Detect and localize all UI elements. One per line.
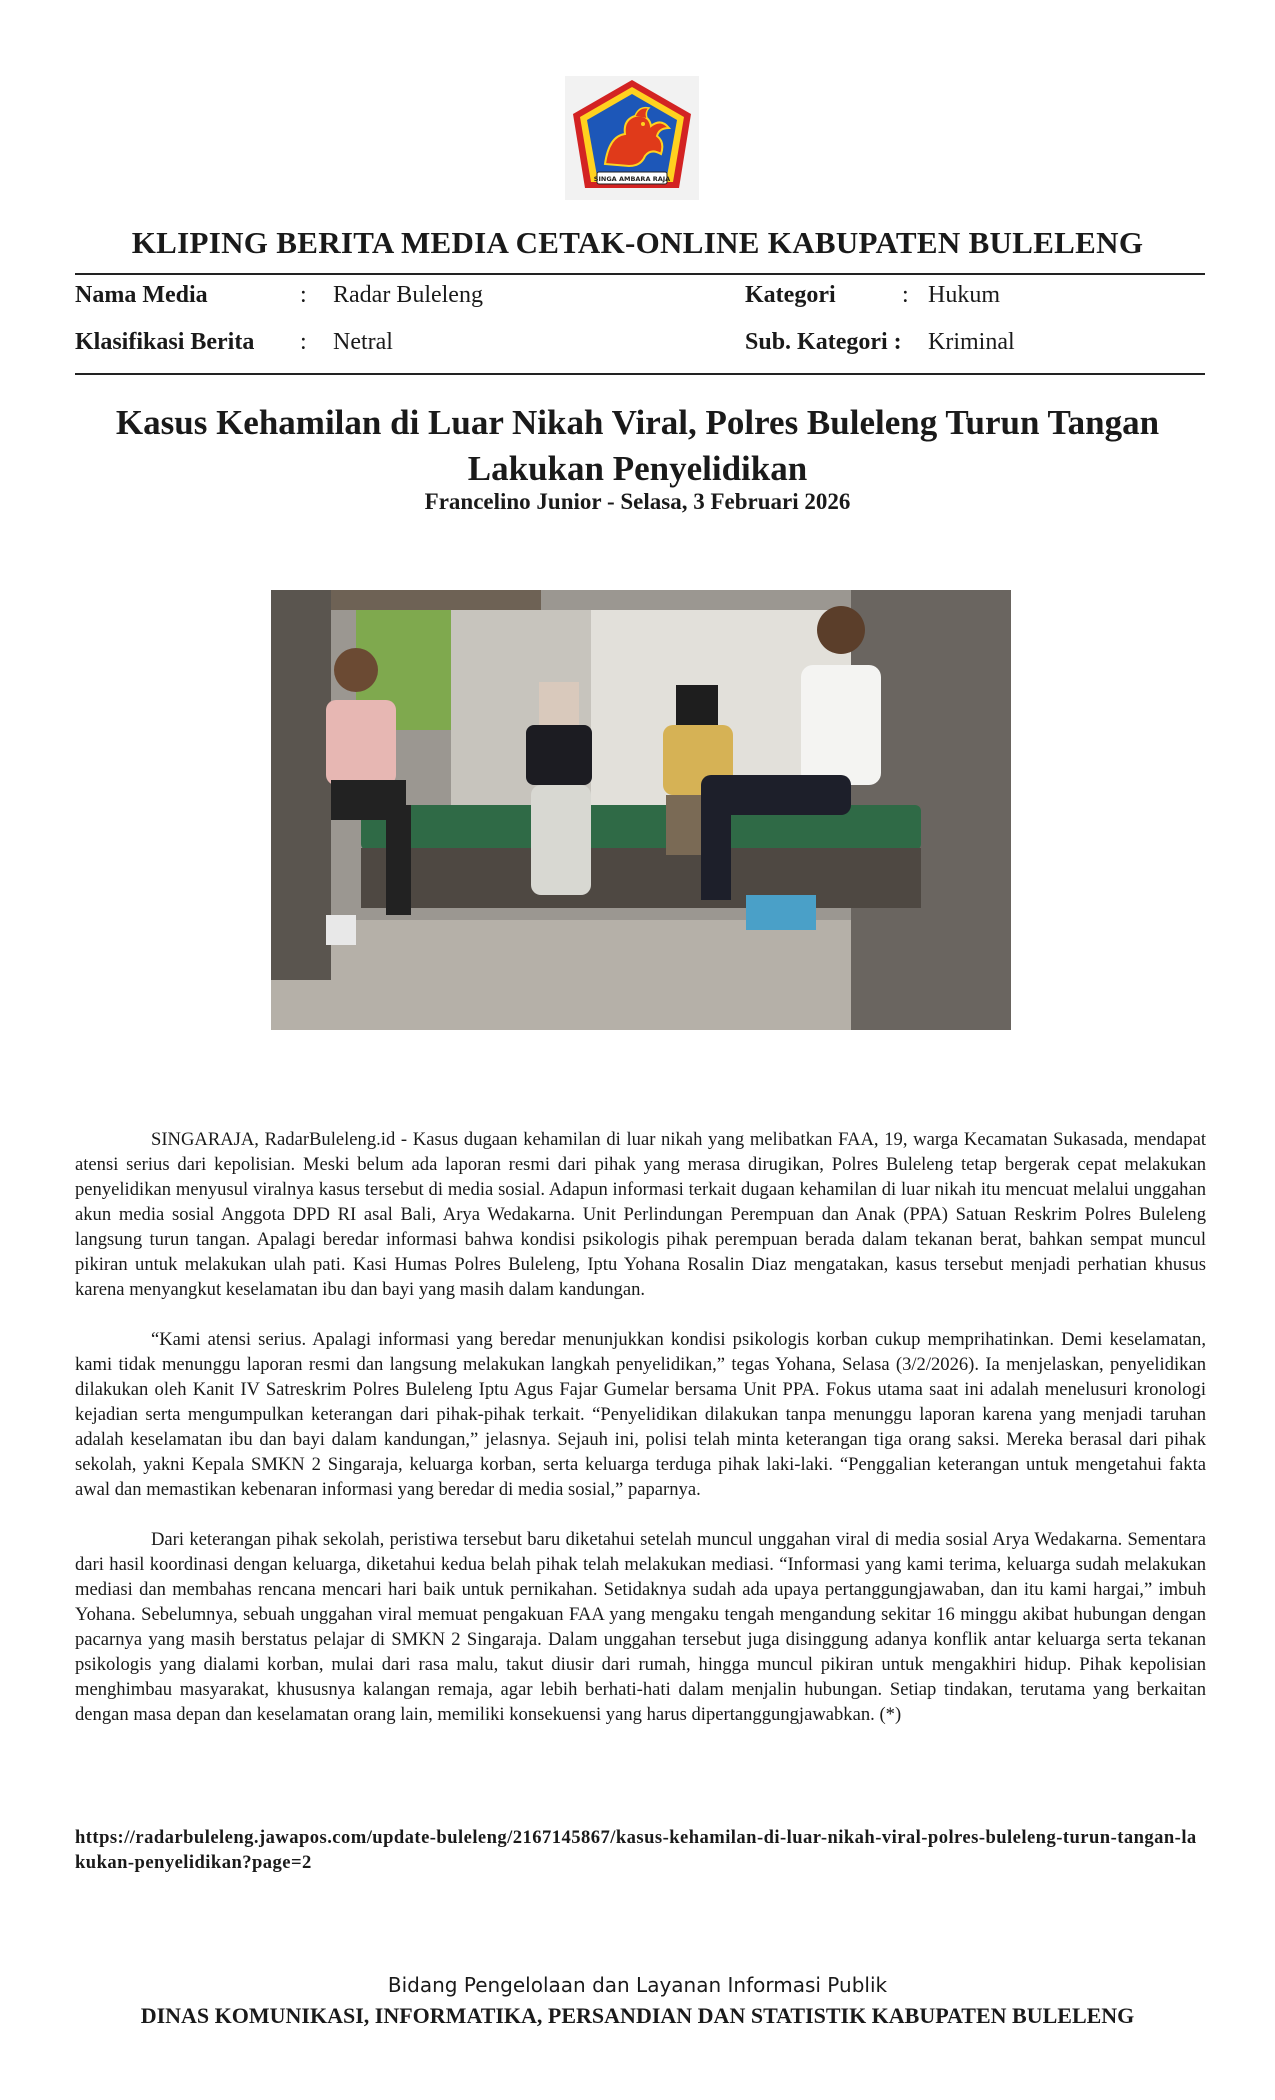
subcategory-value: Kriminal bbox=[928, 329, 1015, 355]
source-url-link[interactable]: https://radarbuleleng.jawapos.com/update-buleleng/2167145867/kasus-kehamilan-di-luar-nikah-viral-polres-buleleng-turun-tangan-lakukan-penyelidikan?page=2 bbox=[75, 1827, 1197, 1873]
footer-agency: DINAS KOMUNIKASI, INFORMATIKA, PERSANDIAN DAN STATISTIK KABUPATEN BULELENG bbox=[140, 2003, 1135, 2028]
media-name-value: Radar Buleleng bbox=[333, 282, 483, 308]
article-paragraph-3: Dari keterangan pihak sekolah, peristiwa tersebut baru diketahui setelah muncul unggahan viral di media sosial Arya Wedakarna. Sementara dari hasil koordinasi dengan keluarga, diketahui kedua belah pihak telah melakukan mediasi. “Informasi yang kami terima, keluarga sudah melakukan mediasi dan membahas rencana mencari hari baik untuk pernikahan. Setidaknya sudah ada upaya pertanggungjawaban, dan itu kami hargai,” imbuh Yohana. Sebelumnya, sebuah unggahan viral memuat pengakuan FAA yang mengaku tengah mengandung sekitar 16 minggu akibat hubungan dengan pacarnya yang masih berstatus pelajar di SMKN 2 Singaraja. Dalam unggahan tersebut juga disinggung adanya konflik antar keluarga serta tekanan psikologis yang dialami korban, mulai dari rasa malu, takut diusir dari rumah, hingga muncul pikiran untuk mengakhiri hidup. Pihak kepolisian menghimbau masyarakat, khususnya kalangan remaja, agar lebih berhati-hati dalam menjalin hubungan. Setiap tindakan, terutama yang berkaitan dengan masa depan dan keselamatan orang lain, memiliki konsekuensi yang harus dipertanggungjawabkan. (*) bbox=[75, 1529, 1206, 1725]
logo-motto-text: SINGA AMBARA RAJA bbox=[593, 175, 671, 183]
media-name-label: Nama Media bbox=[75, 282, 208, 308]
clipping-header-title: KLIPING BERITA MEDIA CETAK-ONLINE KABUPATEN BULELENG bbox=[131, 225, 1144, 260]
media-name-separator: : bbox=[300, 282, 307, 308]
category-separator: : bbox=[902, 282, 909, 308]
category-value: Hukum bbox=[928, 282, 1000, 308]
divider-bottom bbox=[75, 373, 1205, 375]
category-label: Kategori bbox=[745, 282, 836, 308]
divider-top bbox=[75, 273, 1205, 275]
classification-label: Klasifikasi Berita bbox=[75, 329, 255, 355]
article-photo bbox=[271, 590, 1011, 1030]
article-paragraph-2: “Kami atensi serius. Apalagi informasi yang beredar menunjukkan kondisi psikologis korban cukup memprihatinkan. Demi keselamatan, kami tidak menunggu laporan resmi dan langsung melakukan langkah penyelidikan,” tegas Yohana, Selasa (3/2/2026). Ia menjelaskan, penyelidikan dilakukan oleh Kanit IV Satreskrim Polres Buleleng Iptu Agus Fajar Gumelar bersama Unit PPA. Fokus utama saat ini adalah menelusuri kronologi kejadian serta mengumpulkan keterangan dari pihak-pihak terkait. “Penyelidikan dilakukan tanpa menunggu laporan karena yang menjadi taruhan adalah keselamatan ibu dan bayi dalam kandungan,” jelasnya. Sejauh ini, polisi telah minta keterangan tiga orang saksi. Mereka berasal dari pihak sekolah, yakni Kepala SMKN 2 Singaraja, keluarga korban, serta keluarga terduga pihak laki-laki. “Penggalian keterangan untuk mengetahui fakta awal dan memastikan kebenaran informasi yang beredar di media sosial,” paparnya. bbox=[75, 1329, 1206, 1500]
classification-value: Netral bbox=[333, 329, 393, 355]
article-title: Kasus Kehamilan di Luar Nikah Viral, Polres Buleleng Turun Tangan Lakukan Penyelidikan bbox=[115, 403, 1160, 488]
subcategory-label: Sub. Kategori : bbox=[745, 329, 902, 355]
buleleng-emblem-logo bbox=[565, 76, 699, 200]
article-body bbox=[75, 1127, 1206, 1752]
article-byline: Francelino Junior - Selasa, 3 Februari 2026 bbox=[424, 489, 851, 514]
classification-separator: : bbox=[300, 329, 307, 355]
article-paragraph-1: SINGARAJA, RadarBuleleng.id - Kasus dugaan kehamilan di luar nikah yang melibatkan FAA, 19, warga Kecamatan Sukasada, mendapat atensi serius dari kepolisian. Meski belum ada laporan resmi dari pihak yang merasa dirugikan, Polres Buleleng tetap bergerak cepat melakukan penyelidikan menyusul viralnya kasus tersebut di media sosial. Adapun informasi terkait dugaan kehamilan di luar nikah itu mencuat melalui unggahan akun media sosial Anggota DPD RI asal Bali, Arya Wedakarna. Unit Perlindungan Perempuan dan Anak (PPA) Satuan Reskrim Polres Buleleng langsung turun tangan. Apalagi beredar informasi bahwa kondisi psikologis pihak perempuan berada dalam tekanan berat, bahkan sempat muncul pikiran untuk melakukan ulah pati. Kasi Humas Polres Buleleng, Iptu Yohana Rosalin Diaz mengatakan, kasus tersebut menjadi perhatian khusus karena menyangkut keselamatan ibu dan bayi yang masih dalam kandungan. bbox=[75, 1129, 1206, 1300]
footer-division: Bidang Pengelolaan dan Layanan Informasi Publik bbox=[387, 1973, 888, 1997]
